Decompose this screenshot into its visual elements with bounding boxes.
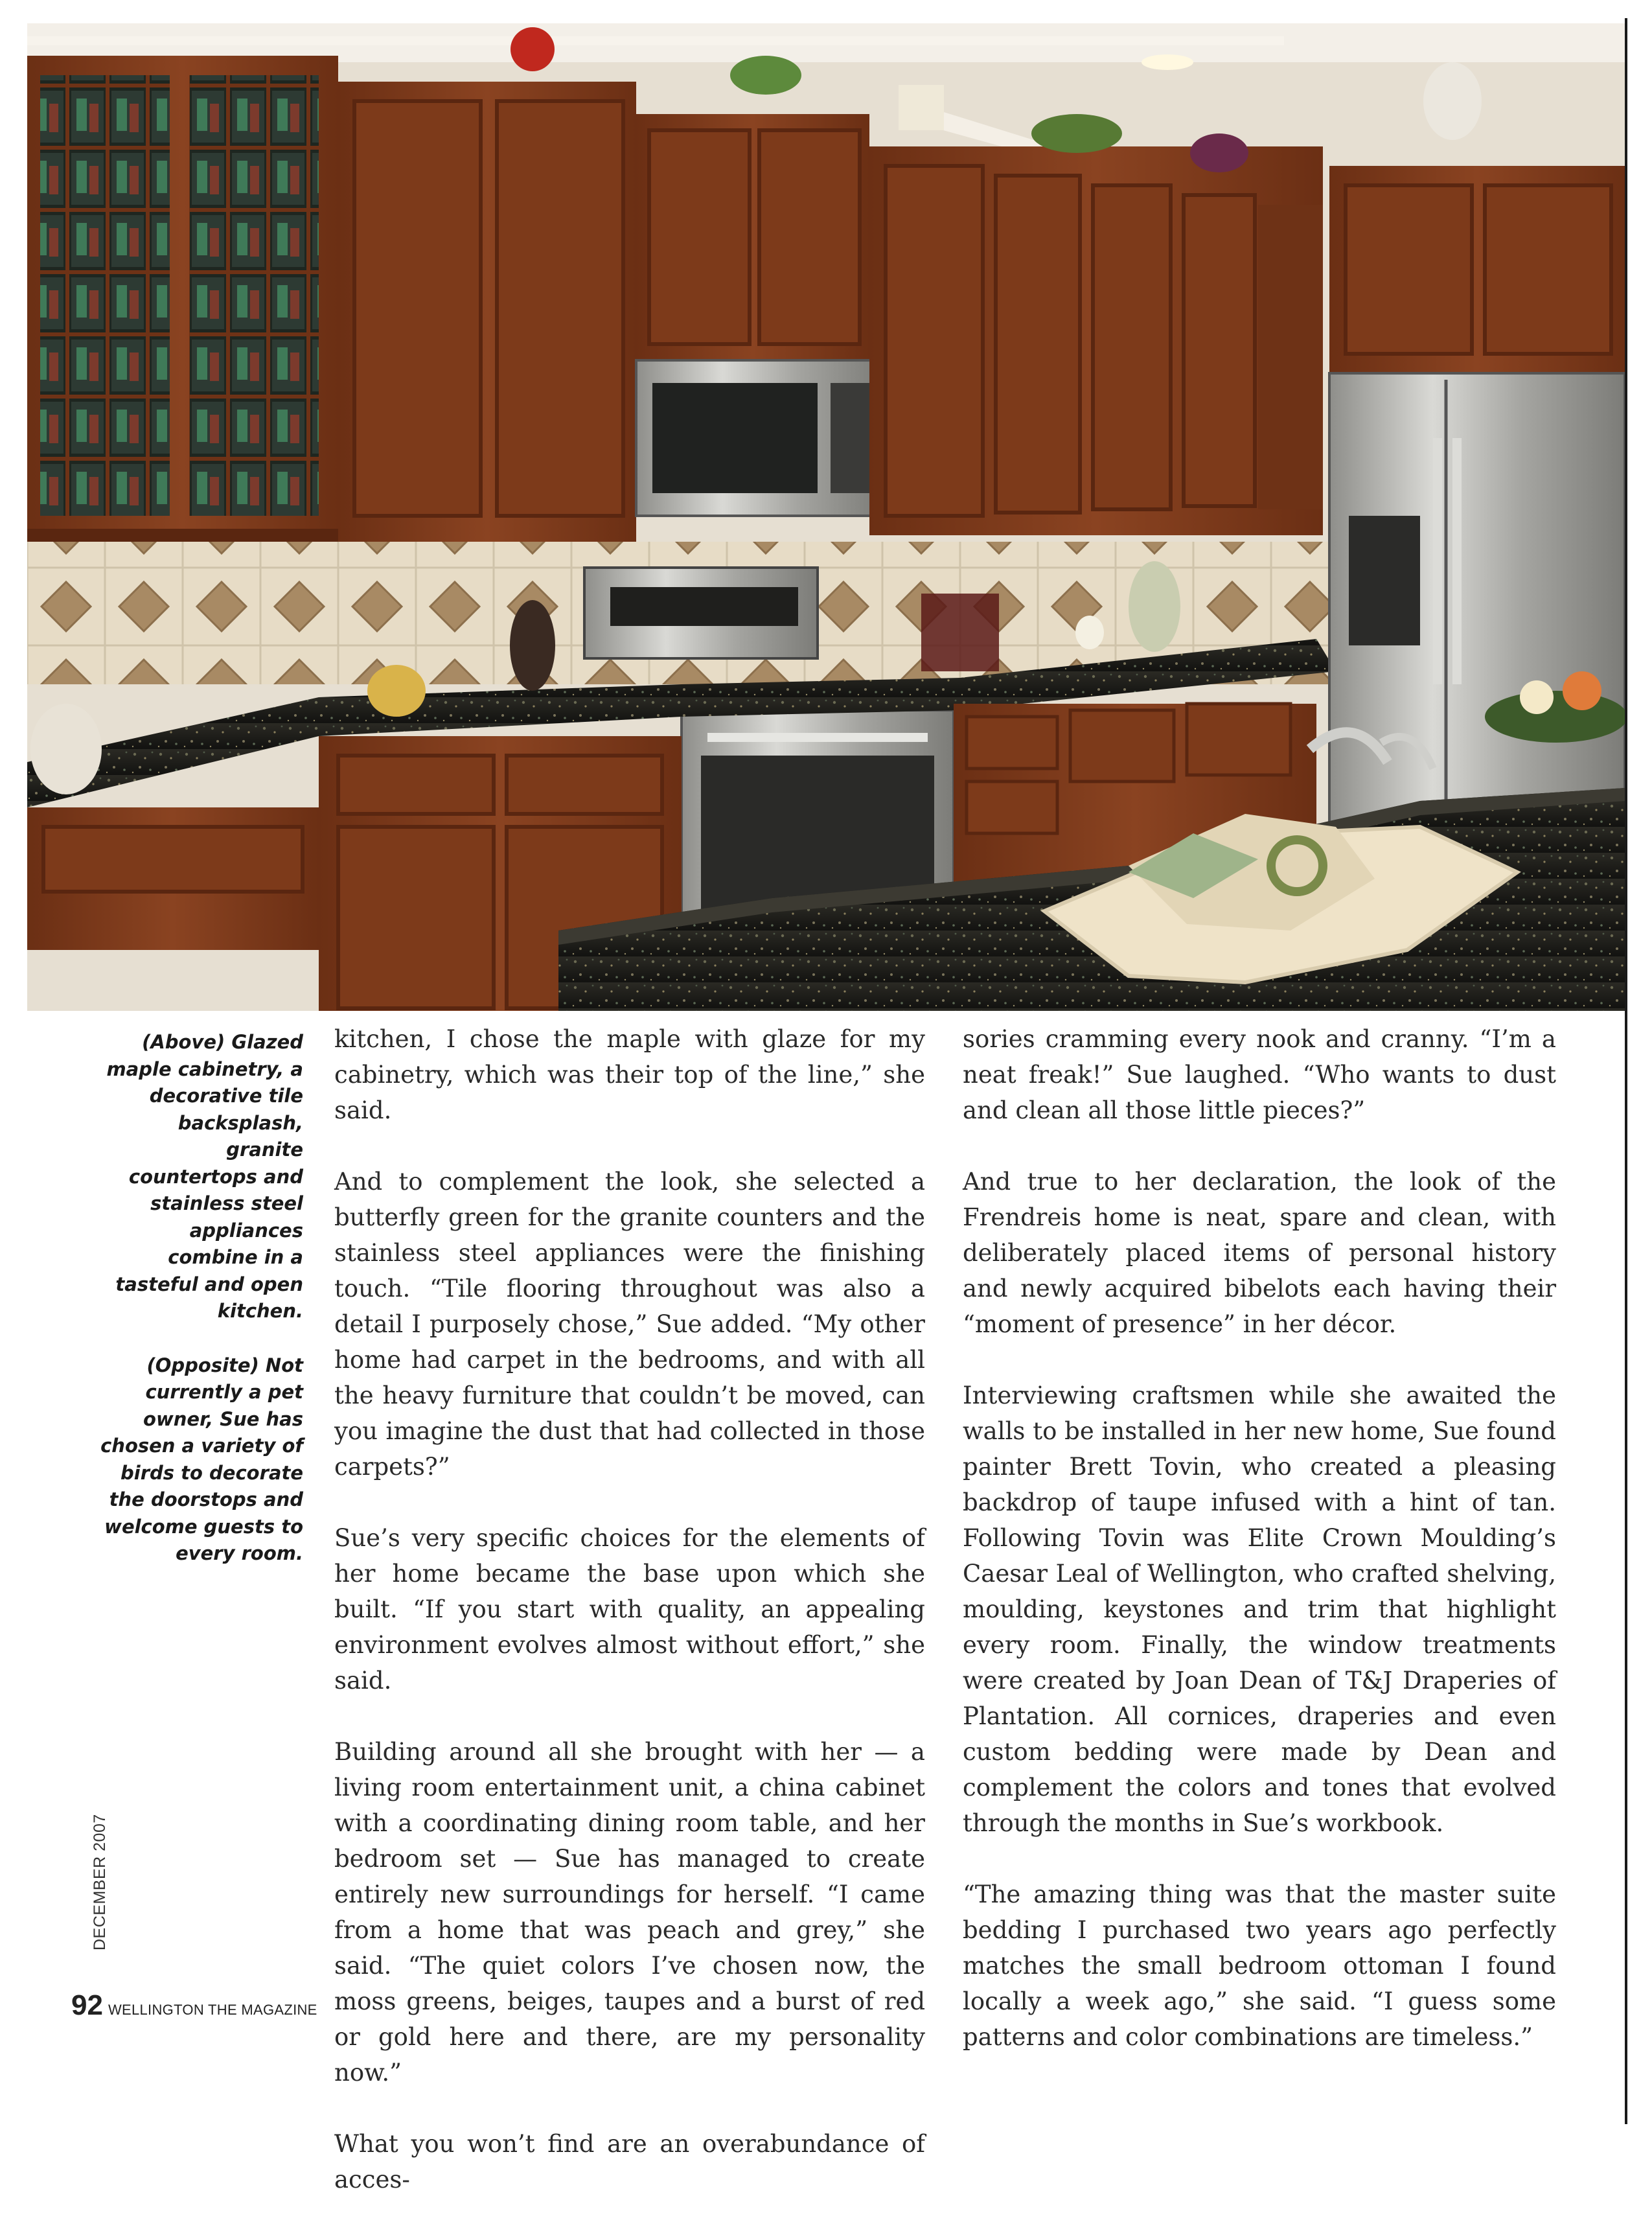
article-column-2	[963, 1021, 1556, 2090]
paragraph: What you won’t find are an overabundance of acces-	[334, 2130, 925, 2193]
page-number: 92	[71, 1989, 103, 2021]
photo-caption	[97, 1029, 303, 1595]
paragraph: Sue’s very specific choices for the elements of her home became the base upon which she built. “If you start with quality, an appealing environment evolves almost without effort,” she said.	[334, 1524, 925, 1695]
paragraph: And true to her declaration, the look of the Frendreis home is neat, spare and clean, with deliberately placed items of personal history and newly acquired bibelots each having their “moment of presence” in her décor.	[963, 1168, 1556, 1338]
kitchen-photo	[27, 23, 1625, 1011]
paragraph: And to complement the look, she selected a butterfly green for the granite counters and the stainless steel appliances were the finishing touch. “Tile flooring throughout was also a detail I purposely chose,” Sue added. “My other home had carpet in the bedrooms, and with all the heavy furniture that couldn’t be moved, can you imagine the dust that had collected in those carpets?”	[334, 1168, 925, 1481]
folio-date-text: DECEMBER 2007	[91, 1814, 109, 1950]
magazine-name: WELLINGTON THE MAGAZINE	[108, 2002, 317, 2018]
paragraph: sories cramming every nook and cranny. “I’m a neat freak!” Sue laughed. “Who wants to dust and clean all those little pieces?”	[963, 1025, 1556, 1124]
paragraph: Building around all she brought with her — a living room entertainment unit, a china cabinet with a coordinating dining room table, and her bedroom set — Sue has managed to create entirely new surroundings for herself. “I came from a home that was peach and grey,” she said. “The quiet colors I’ve chosen now, the moss greens, beiges, taupes and a burst of red or gold here and there, are my personality now.”	[334, 1738, 925, 2087]
folio	[71, 1989, 317, 2022]
paragraph: kitchen, I chose the maple with glaze for my cabinetry, which was their top of the line,” she said.	[334, 1025, 925, 1124]
article-column-1	[334, 1021, 925, 2233]
paragraph: “The amazing thing was that the master suite bedding I purchased two years ago perfectly matches the small bedroom ottoman I found locally a week ago,” she said. “I guess some patterns and color combinations are timeless.”	[963, 1880, 1556, 2051]
paragraph: Interviewing craftsmen while she awaited the walls to be installed in her new home, Sue found painter Brett Tovin, who created a pleasing backdrop of taupe infused with a hint of tan. Following Tovin was Elite Crown Moulding’s Caesar Leal of Wellington, who crafted shelving, moulding, keystones and trim that highlight every room. Finally, the window treatments were created by Joan Dean of T&J Draperies of Plantation. All cornices, draperies and even custom bedding were made by Dean and complement the colors and tones that evolved through the months in Sue’s workbook.	[963, 1382, 1556, 1837]
caption-above: (Above) Glazed maple cabinetry, a decorative tile backsplash, granite countertops and stainless steel appliances combine in a tasteful and open kitchen.	[106, 1031, 303, 1322]
caption-opposite: (Opposite) Not currently a pet owner, Sue has chosen a variety of birds to decorate the doorstops and welcome guests to every room.	[100, 1354, 303, 1564]
page-frame-line	[1625, 18, 1627, 2124]
